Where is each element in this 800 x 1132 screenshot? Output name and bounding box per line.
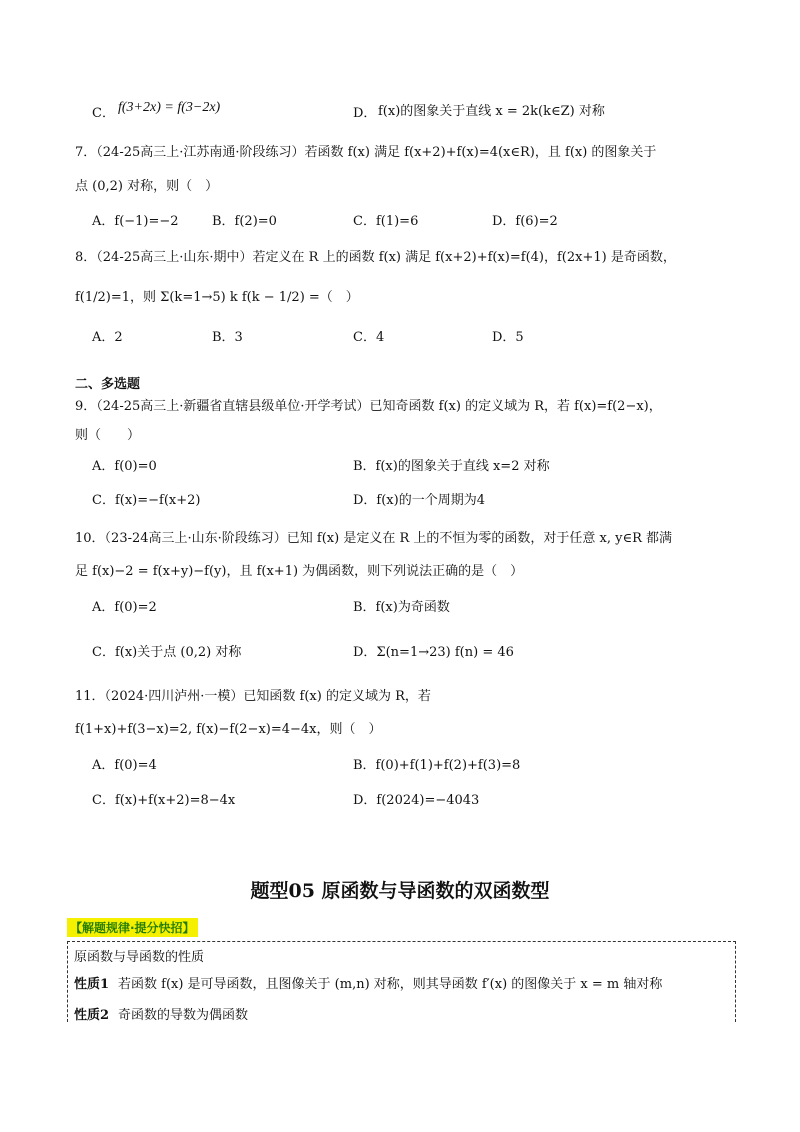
q8-option-c: C．4 (353, 330, 385, 345)
q6-option-c-expr: f(3+2x) = f(3−2x) (118, 100, 221, 115)
section-heading: 题型05 原函数与导函数的双函数型 (250, 880, 550, 902)
property2-text: 奇函数的导数为偶函数 (118, 1008, 249, 1023)
q9-stem-line2: 则（ ） (75, 428, 141, 443)
section-title-multi-choice: 二、多选题 (75, 377, 141, 392)
q9-option-b: B．f(x)的图象关于直线 x=2 对称 (353, 459, 550, 474)
q10-option-d: D．Σ(n=1→23) f(n) = 46 (353, 645, 514, 660)
q7-option-a: A．f(−1)=−2 (92, 214, 179, 229)
q8-option-d: D．5 (492, 330, 524, 345)
q10-option-a: A．f(0)=2 (92, 600, 157, 615)
q11-stem-line2: f(1+x)+f(3−x)=2, f(x)−f(2−x)=4−4x，则（ ） (75, 722, 382, 737)
q11-stem-line1: 11．（2024·四川泸州·一模）已知函数 f(x) 的定义域为 R，若 (75, 689, 431, 704)
tips-tag: 【解题规律·提分快招】 (67, 918, 198, 937)
q11-option-d: D．f(2024)=−4043 (353, 793, 480, 808)
q11-option-c: C．f(x)+f(x+2)=8−4x (92, 793, 236, 808)
q6-option-c: C． (92, 106, 115, 121)
q7-option-d: D．f(6)=2 (492, 214, 558, 229)
property1-text: 若函数 f(x) 是可导函数，且图像关于 (m,n) 对称，则其导函数 f′(x) 的图像关于 x = m 轴对称 (118, 977, 663, 992)
q9-option-a: A．f(0)=0 (92, 459, 157, 474)
q6-option-d-expr: f(x)的图象关于直线 x = 2k(k∈Z) 对称 (378, 104, 605, 119)
q10-stem-line1: 10．（23-24高三上·山东·阶段练习）已知 f(x) 是定义在 R 上的不恒为零的函数，对于任意 x, y∈R 都满 (75, 531, 673, 546)
property2-label: 性质2 (74, 1008, 110, 1023)
q11-option-a: A．f(0)=4 (92, 758, 157, 773)
q11-option-b: B．f(0)+f(1)+f(2)+f(3)=8 (353, 758, 521, 773)
q10-stem-line2: 足 f(x)−2 = f(x+y)−f(y)，且 f(x+1) 为偶函数，则下列说法正确的是（ ） (75, 564, 524, 579)
q8-stem-line2: f(1/2)=1，则 Σ(k=1→5) k f(k − 1/2) =（ ） (75, 290, 359, 305)
q8-option-a: A．2 (92, 330, 123, 345)
properties-box-title: 原函数与导函数的性质 (74, 950, 205, 965)
q10-option-b: B．f(x)为奇函数 (353, 600, 450, 615)
q7-stem-line1: 7．（24-25高三上·江苏南通·阶段练习）若函数 f(x) 满足 f(x+2)+f(x)=4(x∈R)，且 f(x) 的图象关于 (75, 145, 657, 160)
q6-option-d: D． (353, 106, 377, 121)
q9-option-c: C．f(x)=−f(x+2) (92, 493, 201, 508)
q7-stem-line2: 点 (0,2) 对称，则（ ） (75, 179, 219, 194)
q10-option-c: C．f(x)关于点 (0,2) 对称 (92, 645, 242, 660)
q7-option-c: C．f(1)=6 (353, 214, 419, 229)
q7-option-b: B．f(2)=0 (212, 214, 277, 229)
property1-label: 性质1 (74, 977, 110, 992)
q9-stem-line1: 9．（24-25高三上·新疆省直辖县级单位·开学考试）已知奇函数 f(x) 的定义域为 R，若 f(x)=f(2−x)， (75, 399, 662, 414)
q8-stem-line1: 8．（24-25高三上·山东·期中）若定义在 R 上的函数 f(x) 满足 f(x+2)+f(x)=f(4)，f(2x+1) 是奇函数， (75, 250, 676, 265)
q9-option-d: D．f(x)的一个周期为4 (353, 493, 485, 508)
q8-option-b: B．3 (212, 330, 243, 345)
